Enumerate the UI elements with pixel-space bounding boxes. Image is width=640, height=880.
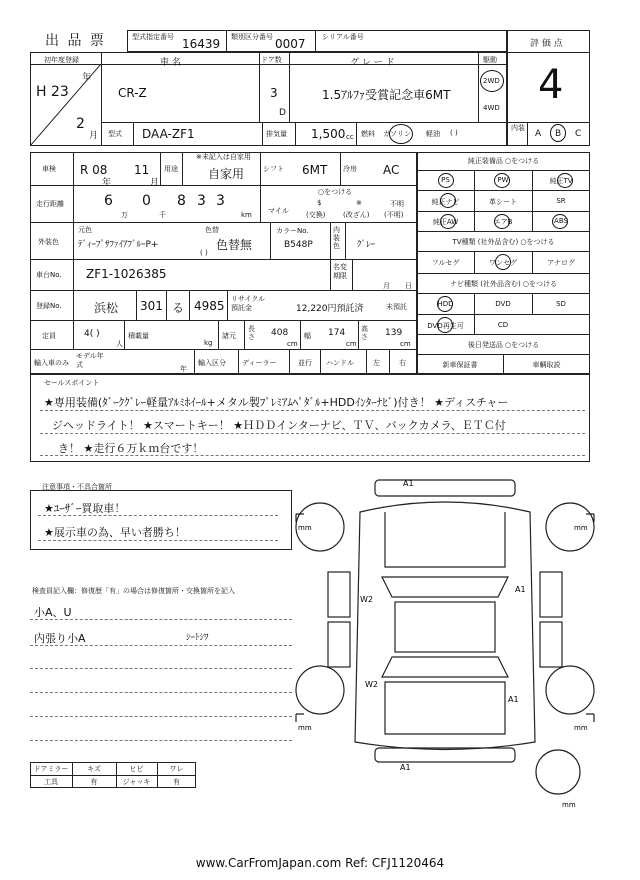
tamper-mark: ※ [356, 199, 362, 207]
cc-unit: cc [346, 133, 354, 141]
tv-analog: アナログ [547, 259, 575, 267]
usage-label: 用途 [164, 165, 178, 173]
mile-option: マイル [268, 207, 289, 215]
dealer-option: ディーラー [242, 359, 277, 367]
model-year-label: モデル年式 [76, 352, 104, 369]
dollar-option: $ [317, 199, 322, 207]
legend-jack-yes: 有 [173, 778, 180, 786]
mileage-label: 走行距離 [36, 200, 64, 208]
import-cat-label: 輸入区分 [198, 359, 226, 367]
tv-fullseg: フルセグ [431, 259, 460, 267]
fuel-gasoline: ガソリン [383, 130, 411, 138]
navi-title: ナビ種類 (社外品含む) ○をつける [449, 280, 558, 288]
load-label: 積載量 [128, 332, 149, 340]
ac: AC [383, 163, 400, 177]
legend-break: ワレ [169, 765, 184, 773]
equip-airbag: エアB [493, 218, 513, 226]
interior-c: C [575, 129, 582, 139]
shift: 6MT [302, 163, 328, 177]
capacity-unit: 人 [116, 340, 123, 348]
load-unit: kg [204, 339, 213, 347]
notes-line-1: ★ﾕｰｻﾞｰ買取車！ [44, 502, 126, 515]
height: 139 [385, 328, 403, 338]
first-reg-era: H 23 [36, 84, 69, 100]
later-warranty: 新車保証書 [442, 361, 478, 369]
fuel-gasoline-circle [389, 124, 413, 144]
ruibetsu-number: 0007 [275, 37, 306, 51]
usage-note: ※未記入は自家用 [196, 153, 251, 161]
length-cm: cm [287, 340, 298, 348]
orig-color: ﾃﾞｨｰﾌﾟｻﾌｧｲｱﾌﾞﾙｰP+ [78, 240, 159, 250]
chassis-label: 車台No. [36, 271, 62, 279]
equip-navi: 純正ナビ [431, 198, 460, 206]
equip-aw-circle [440, 214, 456, 229]
name-change-day: 日 [405, 282, 412, 290]
interior-a: A [535, 129, 542, 139]
navi-dvd: DVD [495, 300, 511, 308]
ruibetsu-label: 類別区分番号 [231, 33, 273, 41]
equip-abs-circle [552, 214, 568, 229]
month-unit: 月 [89, 131, 99, 141]
navi-hdd-circle [437, 296, 453, 312]
model: DAA-ZF1 [142, 127, 195, 141]
diesel-paren: ( ) [450, 129, 458, 137]
legend-tools-yes: 有 [90, 778, 98, 786]
mileage-digit-5: 3 [216, 193, 225, 209]
diesel-label: 軽油 [426, 130, 440, 138]
sales-line-3: き！ ★走行６万ｋｍ台です！ [58, 442, 204, 455]
first-reg-month: 2 [76, 116, 85, 132]
orig-color-label: 元色 [78, 226, 92, 234]
mileage-circle-note: ○をつける [318, 188, 353, 196]
color-change-paren: ( ) [200, 249, 208, 257]
grade-label: グ レ ー ド [350, 58, 395, 68]
model-label: 型式 [108, 130, 122, 138]
import-label: 輸入車のみ [34, 359, 69, 367]
navi-sd: SD [556, 300, 566, 308]
color-label: 外装色 [38, 238, 59, 246]
shift-label: シフト [263, 165, 284, 173]
legend-tools: 工具 [44, 778, 58, 786]
legend-mirror: ドアミラー [33, 765, 69, 773]
footer-reference: www.CarFromJapan.com Ref: CFJ1120464 [195, 856, 445, 870]
legend-jack: ジャッキ [122, 778, 151, 786]
handle-left: 左 [373, 359, 380, 367]
equip-pw: PW [497, 176, 509, 184]
car-name: CR-Z [118, 86, 147, 100]
tv-title: TV種類 (社外品含む) ○をつける [452, 238, 555, 246]
year-unit: 年 [82, 73, 92, 83]
door-suffix: D [279, 108, 286, 118]
fuel-label: 燃料 [361, 130, 375, 138]
capacity-label: 定員 [42, 332, 56, 340]
interior-b-circle [550, 124, 566, 142]
inspector-title: 検査員記入欄：修復歴「有」の場合は修復箇所・交換箇所を記入 [32, 587, 235, 595]
mm-rear-left: mm [298, 724, 312, 732]
equip-tv-circle [557, 173, 573, 188]
score-label: 評 価 点 [530, 39, 563, 49]
handle-label: ハンドル [326, 359, 354, 367]
mileage-sen: 千 [159, 211, 166, 219]
sales-line-1: ★専用装備(ﾀﾞｰｸｸﾞﾚｰ軽量ｱﾙﾐﾎｲｰﾙ+メタル製ﾌﾟﾚﾐｱﾑﾍﾟﾀﾞﾙ+HDDｲﾝﾀｰﾅﾋﾞ)付き！ ★ディスチャー [44, 396, 509, 409]
name-change-label: 名変期限 [333, 263, 347, 280]
equip-ps: PS [441, 176, 450, 184]
shaken-era: R 08 [80, 163, 108, 177]
inspector-line-1: 小A、U [34, 606, 72, 619]
usage: 自家用 [208, 167, 245, 181]
mm-spare: mm [562, 801, 576, 809]
unknown-mark: 不明 [390, 200, 404, 208]
displacement-label: 排気量 [266, 130, 287, 138]
mileage-digit-3: 8 [177, 193, 186, 209]
navi-dvd-play: DVD再生可 [427, 322, 464, 330]
not-deposited: 未預託 [386, 303, 407, 311]
equip-aw: 純正AW [432, 218, 459, 226]
chassis-number: ZF1-1026385 [86, 267, 167, 281]
mm-rear-right: mm [574, 724, 588, 732]
ac-label: 冷房 [343, 165, 357, 173]
drive-2wd-circle [480, 70, 504, 92]
mileage-km: km [241, 211, 252, 219]
equip-navi-circle [440, 193, 456, 208]
shaken-month-unit: 月 [150, 178, 160, 188]
inspector-line-2a: 内張り小A [34, 632, 86, 645]
katashiki-number: 16439 [182, 37, 221, 51]
mileage-digit-1: 6 [104, 193, 113, 209]
unknown-option: (不明) [384, 211, 404, 219]
later-manual: 車輌取説 [532, 361, 561, 369]
grade: 1.5ｱﾙﾌｧ受賞記念車6MT [322, 88, 451, 102]
dims-label: 諸元 [222, 332, 236, 340]
tamper-option: (改ざん) [343, 211, 370, 219]
height-cm: cm [400, 340, 411, 348]
notes-box [30, 490, 292, 550]
shaken-year-unit: 年 [102, 178, 112, 188]
tv-oneseg-circle [495, 254, 511, 270]
notes-title: 注意事項・不具合箇所 [42, 483, 112, 491]
inspector-line-2b: ｼｰﾄｼﾜ [186, 633, 209, 643]
car-condition-diagram [290, 472, 600, 812]
mm-front-left: mm [298, 524, 312, 532]
drive-label: 駆動 [483, 56, 497, 64]
door-count: 3 [270, 86, 278, 100]
recycle-amount: 12,220円預託済 [296, 304, 364, 314]
reg-kana: る [172, 301, 185, 315]
exchange-option: (交換) [306, 211, 326, 219]
first-reg-label: 初年度登録 [44, 56, 79, 64]
sales-title: セールスポイント [44, 379, 100, 387]
color-change: 色替無 [216, 238, 253, 252]
length-label: 長さ [248, 325, 255, 341]
later-title: 後日発送品 ○をつける [467, 341, 540, 349]
diagram-w2-front: W2 [360, 595, 373, 604]
height-label: 高さ [361, 325, 368, 341]
sheet-title: 出 品 票 [45, 33, 106, 49]
model-year-unit: 年 [180, 365, 187, 373]
reg-label: 登録No. [36, 302, 62, 310]
diagram-a1-rear-right: A1 [508, 695, 519, 704]
serial-label: シリアル番号 [322, 33, 364, 41]
shaken-label: 車検 [42, 165, 56, 173]
reg-number: 4985 [194, 299, 225, 313]
door-label: ドア数 [261, 56, 282, 64]
recycle-label: リサイクル預託金 [231, 295, 266, 312]
evaluation-score: 4 [538, 62, 564, 108]
diagram-w2-rear: W2 [365, 680, 378, 689]
shaken-month: 11 [134, 163, 150, 177]
mileage-digit-2: 0 [142, 193, 151, 209]
interior-b: B [555, 129, 562, 139]
tv-oneseg: ワンセグ [489, 259, 517, 267]
navi-dvd-play-circle [437, 317, 453, 333]
equip-leather: 革シート [489, 198, 517, 206]
katashiki-box [127, 30, 227, 52]
width-label: 幅 [304, 332, 311, 340]
capacity: 4( ) [84, 329, 100, 339]
width: 174 [328, 328, 346, 338]
color-no: B548P [284, 240, 313, 250]
parallel-option: 並行 [298, 359, 312, 367]
equip-tv: 純正TV [549, 177, 573, 185]
color-change-label: 色替 [205, 226, 219, 234]
handle-right: 右 [399, 359, 406, 367]
displacement: 1,500 [311, 127, 346, 141]
equip-airbag-circle [494, 214, 510, 229]
equip-sr: SR [556, 197, 566, 205]
length: 408 [271, 328, 289, 338]
reg-class: 301 [140, 299, 163, 313]
legend-scratch: キズ [87, 765, 101, 773]
diagram-a1-rear: A1 [400, 763, 411, 772]
drive-2wd: 2WD [483, 77, 500, 85]
diagram-a1-right: A1 [515, 585, 526, 594]
serial-box [315, 30, 507, 52]
equip-pw-circle [494, 173, 510, 188]
legend-crack: ヒビ [129, 765, 144, 773]
drive-4wd: 4WD [483, 104, 500, 112]
name-change-month: 月 [383, 282, 390, 290]
car-name-label: 車 名 [160, 58, 181, 68]
diagram-a1-front: A1 [403, 479, 414, 488]
interior-color: ｸﾞﾚｰ [357, 240, 376, 250]
interior-label: 内装 [511, 124, 525, 132]
equip-title: 純正装備品 ○をつける [467, 157, 540, 165]
color-no-label: カラーNo. [276, 227, 309, 235]
equip-ps-circle [438, 173, 454, 188]
reg-area: 浜松 [94, 301, 119, 315]
navi-cd: CD [497, 321, 509, 329]
ruibetsu-box [226, 30, 316, 52]
navi-hdd: HDD [437, 300, 454, 308]
equip-abs: ABS [554, 217, 568, 225]
width-cm: cm [346, 340, 357, 348]
notes-line-2: ★展示車の為、早い者勝ち！ [44, 526, 186, 539]
mileage-man: 万 [121, 211, 128, 219]
katashiki-label: 型式指定番号 [132, 33, 174, 41]
sales-line-2: ジヘッドライト！ ★スマートキー！ ★ＨＤＤインターナビ、ＴＶ、バックカメラ、ＥＴＣ付 [52, 419, 506, 432]
mm-front-right: mm [574, 524, 588, 532]
interior-color-label: 内装色 [333, 226, 340, 250]
mileage-digit-4: 3 [197, 193, 206, 209]
